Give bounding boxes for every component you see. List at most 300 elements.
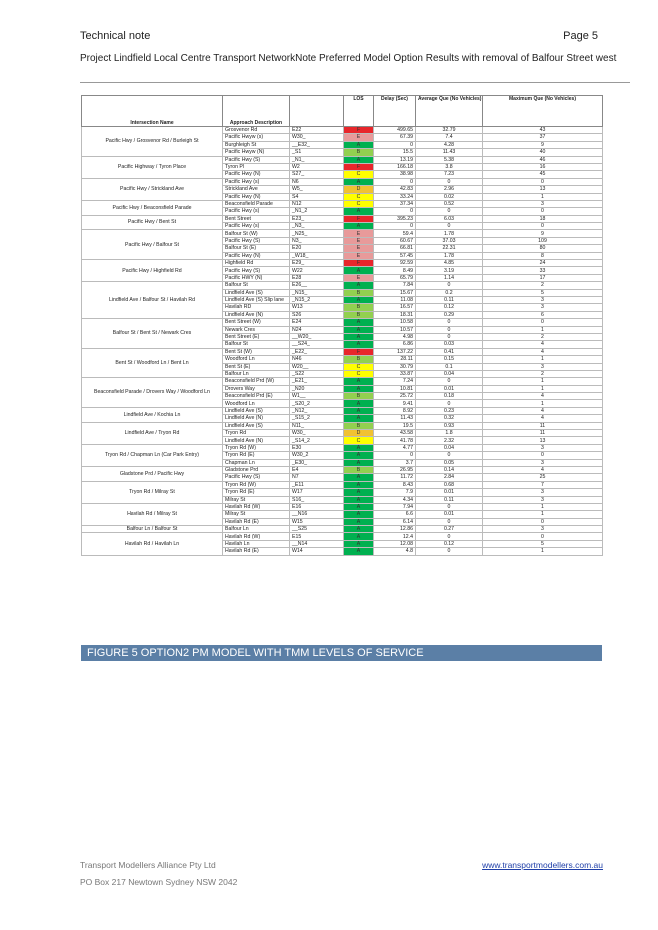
approach-description: Chapman Ln — [223, 459, 290, 466]
col-max-queue: Maximum Que (No Vehicles) — [483, 96, 603, 127]
max-queue-value: 37 — [483, 134, 603, 141]
approach-code: W1__ — [290, 393, 344, 400]
table-row — [82, 200, 603, 207]
approach-description: Bent Street — [223, 215, 290, 222]
delay-value: 8.92 — [374, 407, 416, 414]
approach-code: E16 — [290, 503, 344, 510]
max-queue-value: 5 — [483, 540, 603, 547]
approach-code: W30_2 — [290, 452, 344, 459]
col-avg-queue: Average Que (No Vehicles) — [416, 96, 483, 127]
max-queue-value: 43 — [483, 127, 603, 134]
approach-code: W5_ — [290, 186, 344, 193]
avg-queue-value: 0 — [416, 326, 483, 333]
approach-code: N12 — [290, 200, 344, 207]
approach-description: Bent St (W) — [223, 348, 290, 355]
avg-queue-value: 0 — [416, 378, 483, 385]
approach-description: Balfour St (W) — [223, 230, 290, 237]
los-cell: A — [344, 400, 374, 407]
delay-value: 7.94 — [374, 503, 416, 510]
los-cell: A — [344, 156, 374, 163]
approach-code: W13 — [290, 304, 344, 311]
avg-queue-value: 0.04 — [416, 444, 483, 451]
los-cell: A — [344, 326, 374, 333]
delay-value: 57.45 — [374, 252, 416, 259]
approach-description: Woodford Ln — [223, 400, 290, 407]
avg-queue-value: 0.18 — [416, 393, 483, 400]
approach-description: Lindfield Ave (S) — [223, 422, 290, 429]
approach-description: Lindfield Ave (S) Slip lane — [223, 296, 290, 303]
max-queue-value: 24 — [483, 260, 603, 267]
avg-queue-value: 0.01 — [416, 385, 483, 392]
approach-description: Balfour St — [223, 282, 290, 289]
avg-queue-value: 0 — [416, 452, 483, 459]
approach-description: Balfour Ln — [223, 526, 290, 533]
delay-value: 11.08 — [374, 296, 416, 303]
delay-value: 19.5 — [374, 422, 416, 429]
intersection-name: Havilah Rd / Havilah Ln — [82, 533, 223, 555]
avg-queue-value: 0.03 — [416, 341, 483, 348]
max-queue-value: 40 — [483, 149, 603, 156]
los-cell: B — [344, 466, 374, 473]
table-row — [82, 348, 603, 355]
los-cell: A — [344, 296, 374, 303]
approach-description: Newark Cres — [223, 326, 290, 333]
approach-code: S27_ — [290, 171, 344, 178]
avg-queue-value: 0.52 — [416, 200, 483, 207]
avg-queue-value: 0.11 — [416, 296, 483, 303]
intersection-name: Lindfield Ave / Balfour St / Havilah Rd — [82, 282, 223, 319]
table-row — [82, 127, 603, 134]
approach-code: _S15_2 — [290, 415, 344, 422]
avg-queue-value: 2.96 — [416, 186, 483, 193]
avg-queue-value: 2.84 — [416, 474, 483, 481]
approach-code: _E11 — [290, 481, 344, 488]
intersection-name: Lindfield Ave / Kochia Ln — [82, 407, 223, 422]
los-cell: A — [344, 385, 374, 392]
table-row — [82, 378, 603, 385]
max-queue-value: 2 — [483, 370, 603, 377]
los-cell: A — [344, 415, 374, 422]
table-row — [82, 260, 603, 267]
delay-value: 33.24 — [374, 193, 416, 200]
approach-code: _S14_2 — [290, 437, 344, 444]
max-queue-value: 6 — [483, 311, 603, 318]
max-queue-value: 5 — [483, 289, 603, 296]
delay-value: 16.57 — [374, 304, 416, 311]
los-cell: B — [344, 422, 374, 429]
col-blank — [290, 96, 344, 127]
approach-description: Beaconsfield Prd (E) — [223, 393, 290, 400]
approach-code: __E32_ — [290, 141, 344, 148]
table-row — [82, 533, 603, 540]
delay-value: 11.43 — [374, 415, 416, 422]
max-queue-value: 1 — [483, 385, 603, 392]
approach-description: Pacific HWY (N) — [223, 274, 290, 281]
intersection-name: Pacific Hwy / Balfour St — [82, 230, 223, 260]
delay-value: 12.08 — [374, 540, 416, 547]
max-queue-value: 3 — [483, 459, 603, 466]
delay-value: 6.86 — [374, 341, 416, 348]
avg-queue-value: 0 — [416, 503, 483, 510]
approach-code: E24 — [290, 319, 344, 326]
table-row — [82, 526, 603, 533]
approach-description: Lindfield Ave (S) — [223, 289, 290, 296]
col-delay: Delay (Sec) — [374, 96, 416, 127]
avg-queue-value: 0 — [416, 178, 483, 185]
max-queue-value: 4 — [483, 415, 603, 422]
delay-value: 92.59 — [374, 260, 416, 267]
approach-description: Havilah Rd (E) — [223, 518, 290, 525]
approach-description: Tyron Pl — [223, 163, 290, 170]
approach-description: Pacific Hwyw (N) — [223, 149, 290, 156]
los-cell: A — [344, 407, 374, 414]
approach-code: _N1_ — [290, 156, 344, 163]
table-row — [82, 407, 603, 414]
approach-description: Tryon Rd (W) — [223, 481, 290, 488]
los-cell: F — [344, 348, 374, 355]
max-queue-value: 2 — [483, 333, 603, 340]
approach-code: E28 — [290, 274, 344, 281]
avg-queue-value: 6.03 — [416, 215, 483, 222]
approach-code: N11_ — [290, 422, 344, 429]
max-queue-value: 0 — [483, 452, 603, 459]
los-cell: B — [344, 311, 374, 318]
max-queue-value: 16 — [483, 163, 603, 170]
avg-queue-value: 0 — [416, 533, 483, 540]
approach-description: Milray St — [223, 511, 290, 518]
max-queue-value: 3 — [483, 200, 603, 207]
max-queue-value: 3 — [483, 489, 603, 496]
los-cell: A — [344, 208, 374, 215]
approach-code: W15 — [290, 518, 344, 525]
avg-queue-value: 0.12 — [416, 304, 483, 311]
max-queue-value: 1 — [483, 503, 603, 510]
los-cell: C — [344, 193, 374, 200]
approach-code: E30 — [290, 444, 344, 451]
delay-value: 7.24 — [374, 378, 416, 385]
approach-code: N7 — [290, 474, 344, 481]
avg-queue-value: 0.27 — [416, 526, 483, 533]
delay-value: 37.34 — [374, 200, 416, 207]
los-cell: F — [344, 215, 374, 222]
approach-code: _N12_ — [290, 407, 344, 414]
los-cell: A — [344, 319, 374, 326]
max-queue-value: 11 — [483, 422, 603, 429]
delay-value: 38.98 — [374, 171, 416, 178]
avg-queue-value: 11.43 — [416, 149, 483, 156]
approach-code: _S20_2 — [290, 400, 344, 407]
approach-description: Drovers Way — [223, 385, 290, 392]
los-cell: A — [344, 474, 374, 481]
avg-queue-value: 0.32 — [416, 415, 483, 422]
max-queue-value: 11 — [483, 430, 603, 437]
avg-queue-value: 4.28 — [416, 141, 483, 148]
avg-queue-value: 0 — [416, 208, 483, 215]
approach-code: E15 — [290, 533, 344, 540]
project-subtitle: Project Lindfield Local Centre Transport NetworkNote Preferred Model Option Results with removal of Balfour Street west — [80, 53, 617, 64]
avg-queue-value: 0.04 — [416, 370, 483, 377]
avg-queue-value: 5.38 — [416, 156, 483, 163]
los-cell: F — [344, 163, 374, 170]
approach-description: Lindfield Ave (S) — [223, 407, 290, 414]
delay-value: 15.67 — [374, 289, 416, 296]
max-queue-value: 8 — [483, 252, 603, 259]
delay-value: 8.49 — [374, 267, 416, 274]
col-approach: Approach Description — [223, 96, 290, 127]
col-los: LOS — [344, 96, 374, 127]
approach-code: W30_ — [290, 430, 344, 437]
approach-code: E4 — [290, 466, 344, 473]
approach-code: _E22_ — [290, 348, 344, 355]
footer-company: Transport Modellers Alliance Pty Ltd — [80, 860, 216, 870]
delay-value: 0 — [374, 208, 416, 215]
avg-queue-value: 0.23 — [416, 407, 483, 414]
avg-queue-value: 0 — [416, 333, 483, 340]
los-cell: B — [344, 149, 374, 156]
avg-queue-value: 7.4 — [416, 134, 483, 141]
max-queue-value: 4 — [483, 407, 603, 414]
delay-value: 3.7 — [374, 459, 416, 466]
footer-website-link[interactable]: www.transportmodellers.com.au — [482, 860, 603, 870]
los-cell: A — [344, 267, 374, 274]
approach-code: W20__ — [290, 363, 344, 370]
los-cell: A — [344, 444, 374, 451]
approach-description: Havilah RD — [223, 304, 290, 311]
avg-queue-value: 0 — [416, 223, 483, 230]
delay-value: 67.39 — [374, 134, 416, 141]
max-queue-value: 0 — [483, 223, 603, 230]
page-number: Page 5 — [563, 30, 598, 42]
max-queue-value: 4 — [483, 348, 603, 355]
approach-description: Pacific Hwy (S) — [223, 267, 290, 274]
approach-code: __N16 — [290, 511, 344, 518]
los-cell: F — [344, 127, 374, 134]
approach-code: E29_ — [290, 260, 344, 267]
avg-queue-value: 0 — [416, 518, 483, 525]
intersection-name: Pacific Hwy / Strickland Ave — [82, 178, 223, 200]
avg-queue-value: 0.15 — [416, 356, 483, 363]
los-cell: A — [344, 496, 374, 503]
delay-value: 8.43 — [374, 481, 416, 488]
los-cell: A — [344, 548, 374, 555]
approach-description: Lindfield Ave (N) — [223, 311, 290, 318]
approach-description: Pacific Hwy (s) — [223, 208, 290, 215]
approach-code: _S1 — [290, 149, 344, 156]
los-cell: E — [344, 252, 374, 259]
los-cell: A — [344, 518, 374, 525]
approach-code: __N14 — [290, 540, 344, 547]
delay-value: 18.31 — [374, 311, 416, 318]
approach-description: Tryon Rd (W) — [223, 444, 290, 451]
delay-value: 11.72 — [374, 474, 416, 481]
intersection-name: Gladstone Prd / Pacific Hwy — [82, 466, 223, 481]
approach-description: Pacific Hwyw (s) — [223, 134, 290, 141]
approach-code: W22 — [290, 267, 344, 274]
approach-code: __S25 — [290, 526, 344, 533]
approach-code: _N3_ — [290, 223, 344, 230]
avg-queue-value: 1.78 — [416, 252, 483, 259]
avg-queue-value: 0.68 — [416, 481, 483, 488]
intersection-name: Beaconsfield Parade / Drovers Way / Woodford Ln — [82, 378, 223, 408]
table-row — [82, 178, 603, 185]
los-results-table — [81, 95, 603, 556]
approach-code: S26 — [290, 311, 344, 318]
los-cell: E — [344, 237, 374, 244]
approach-code: N6 — [290, 178, 344, 185]
max-queue-value: 3 — [483, 496, 603, 503]
figure-caption: FIGURE 5 OPTION2 PM MODEL WITH TMM LEVELS OF SERVICE — [81, 645, 602, 661]
approach-code: N24 — [290, 326, 344, 333]
intersection-name: Tryon Rd / Chapman Ln (Car Park Entry) — [82, 444, 223, 466]
max-queue-value: 4 — [483, 466, 603, 473]
approach-code: E26__ — [290, 282, 344, 289]
approach-description: Havilah Ln — [223, 540, 290, 547]
approach-description: Grosvenor Rd — [223, 127, 290, 134]
los-cell: A — [344, 333, 374, 340]
table-row — [82, 319, 603, 326]
approach-description: Beaconsfield Parade — [223, 200, 290, 207]
avg-queue-value: 0.05 — [416, 459, 483, 466]
approach-description: Pacific Hwy (N) — [223, 193, 290, 200]
los-cell: B — [344, 356, 374, 363]
avg-queue-value: 0 — [416, 319, 483, 326]
max-queue-value: 17 — [483, 274, 603, 281]
delay-value: 59.4 — [374, 230, 416, 237]
header-divider — [80, 82, 630, 83]
approach-description: Balfour St (E) — [223, 245, 290, 252]
max-queue-value: 46 — [483, 156, 603, 163]
intersection-name: Pacific Hwy / Beaconsfield Parade — [82, 200, 223, 215]
delay-value: 12.4 — [374, 533, 416, 540]
max-queue-value: 9 — [483, 230, 603, 237]
approach-description: Havilah Rd (W) — [223, 503, 290, 510]
avg-queue-value: 4.85 — [416, 260, 483, 267]
max-queue-value: 3 — [483, 296, 603, 303]
approach-code: E22 — [290, 127, 344, 134]
table-row — [82, 282, 603, 289]
delay-value: 66.81 — [374, 245, 416, 252]
table-row — [82, 444, 603, 451]
los-cell: C — [344, 437, 374, 444]
approach-description: Burghleigh St — [223, 141, 290, 148]
approach-code: _N15_2 — [290, 296, 344, 303]
los-cell: B — [344, 393, 374, 400]
delay-value: 4.77 — [374, 444, 416, 451]
delay-value: 10.57 — [374, 326, 416, 333]
delay-value: 28.11 — [374, 356, 416, 363]
approach-description: Pacific Hwy (S) — [223, 237, 290, 244]
footer-address: PO Box 217 Newtown Sydney NSW 2042 — [80, 877, 238, 887]
approach-description: Havilah Rd (E) — [223, 548, 290, 555]
max-queue-value: 4 — [483, 393, 603, 400]
avg-queue-value: 7.23 — [416, 171, 483, 178]
avg-queue-value: 22.31 — [416, 245, 483, 252]
max-queue-value: 1 — [483, 193, 603, 200]
los-cell: A — [344, 481, 374, 488]
avg-queue-value: 0.2 — [416, 289, 483, 296]
approach-code: _W18_ — [290, 252, 344, 259]
approach-code: _N15_ — [290, 289, 344, 296]
delay-value: 499.65 — [374, 127, 416, 134]
approach-code: __W20_ — [290, 333, 344, 340]
los-cell: E — [344, 245, 374, 252]
delay-value: 166.18 — [374, 163, 416, 170]
approach-code: E23_ — [290, 215, 344, 222]
approach-description: Bent St (E) — [223, 363, 290, 370]
avg-queue-value: 3.8 — [416, 163, 483, 170]
delay-value: 25.72 — [374, 393, 416, 400]
avg-queue-value: 0 — [416, 400, 483, 407]
delay-value: 0 — [374, 452, 416, 459]
approach-description: Lindfield Ave (N) — [223, 437, 290, 444]
delay-value: 4.8 — [374, 548, 416, 555]
approach-description: Gladstone Prd — [223, 466, 290, 473]
los-cell: A — [344, 526, 374, 533]
approach-code: __S24_ — [290, 341, 344, 348]
intersection-name: Balfour Ln / Balfour St — [82, 526, 223, 533]
intersection-name: Pacific Highway / Tyron Place — [82, 156, 223, 178]
los-cell: C — [344, 171, 374, 178]
max-queue-value: 1 — [483, 378, 603, 385]
los-cell: A — [344, 378, 374, 385]
delay-value: 395.23 — [374, 215, 416, 222]
los-cell: A — [344, 511, 374, 518]
max-queue-value: 2 — [483, 282, 603, 289]
max-queue-value: 1 — [483, 356, 603, 363]
max-queue-value: 80 — [483, 245, 603, 252]
avg-queue-value: 0.01 — [416, 511, 483, 518]
max-queue-value: 1 — [483, 548, 603, 555]
avg-queue-value: 0.12 — [416, 540, 483, 547]
delay-value: 0 — [374, 223, 416, 230]
max-queue-value: 9 — [483, 141, 603, 148]
los-cell: D — [344, 430, 374, 437]
max-queue-value: 13 — [483, 186, 603, 193]
avg-queue-value: 0.02 — [416, 193, 483, 200]
delay-value: 60.67 — [374, 237, 416, 244]
max-queue-value: 0 — [483, 518, 603, 525]
approach-description: Tryon Rd (E) — [223, 489, 290, 496]
approach-description: Bent Street (E) — [223, 333, 290, 340]
approach-description: Pacific Hwy (S) — [223, 156, 290, 163]
max-queue-value: 0 — [483, 533, 603, 540]
los-cell: B — [344, 304, 374, 311]
max-queue-value: 1 — [483, 511, 603, 518]
approach-code: N3_ — [290, 237, 344, 244]
approach-description: Bent Street (W) — [223, 319, 290, 326]
approach-code: _S22 — [290, 370, 344, 377]
max-queue-value: 13 — [483, 437, 603, 444]
avg-queue-value: 0.11 — [416, 496, 483, 503]
approach-code: _N1_2 — [290, 208, 344, 215]
avg-queue-value: 3.19 — [416, 267, 483, 274]
approach-code: W30_ — [290, 134, 344, 141]
delay-value: 0 — [374, 141, 416, 148]
avg-queue-value: 0.41 — [416, 348, 483, 355]
los-cell: A — [344, 503, 374, 510]
delay-value: 9.41 — [374, 400, 416, 407]
los-cell: D — [344, 186, 374, 193]
approach-description: Tryon Rd (E) — [223, 452, 290, 459]
approach-code: _E30_ — [290, 459, 344, 466]
max-queue-value: 0 — [483, 178, 603, 185]
delay-value: 13.19 — [374, 156, 416, 163]
approach-description: Tryon Rd — [223, 430, 290, 437]
max-queue-value: 3 — [483, 526, 603, 533]
los-cell: A — [344, 341, 374, 348]
col-intersection: Intersection Name — [82, 96, 223, 127]
avg-queue-value: 1.78 — [416, 230, 483, 237]
